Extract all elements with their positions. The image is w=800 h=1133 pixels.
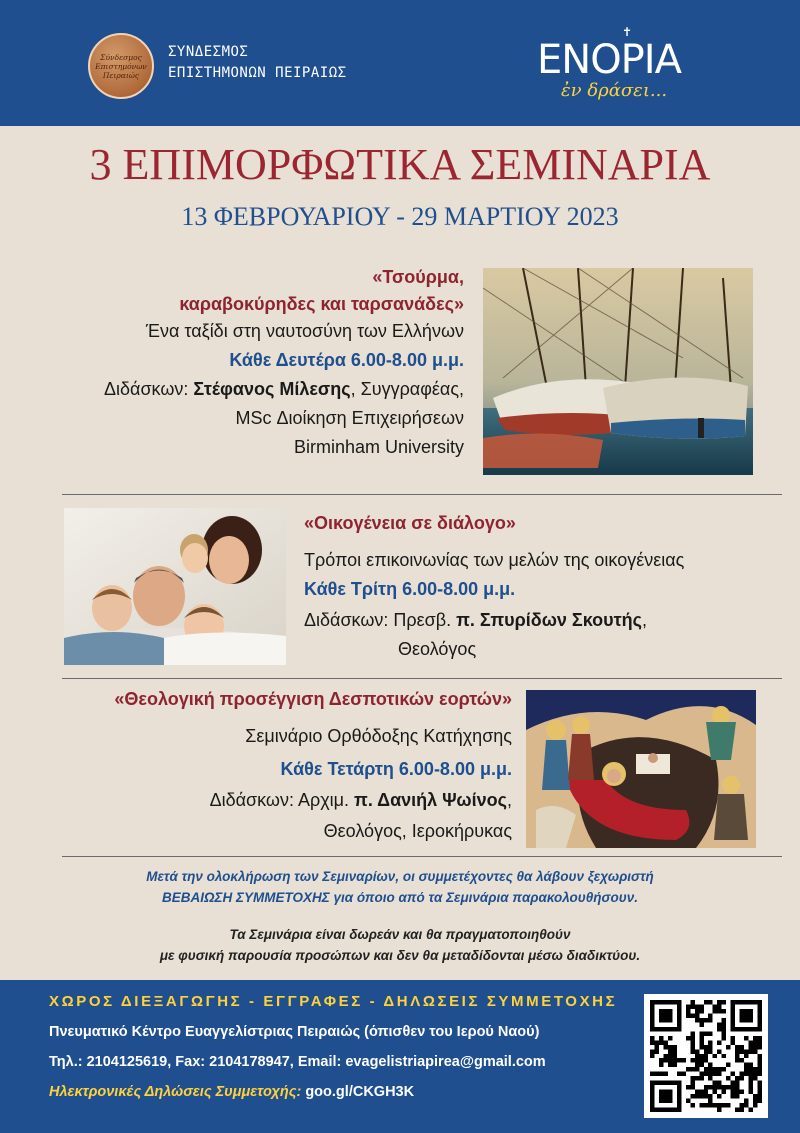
seminar-3-title: «Θεολογική προσέγγιση Δεσποτικών εορτών» xyxy=(114,689,512,709)
cross-icon: ✝ xyxy=(622,25,633,39)
seminar-1-credentials-1: MSc Διοίκηση Επιχειρήσεων xyxy=(235,408,464,428)
seminar-2-title: «Οικογένεια σε διάλογο» xyxy=(304,513,516,533)
org-name-line1: ΣΥΝΔΕΣΜΟΣ xyxy=(168,44,249,60)
seminar-3-teacher xyxy=(60,787,512,814)
seminar-1-teacher-prefix: Διδάσκων: xyxy=(104,379,194,399)
seminar-1-schedule: Κάθε Δευτέρα 6.00-8.00 μ.μ. xyxy=(229,350,464,370)
seminar-1-teacher-name: Στέφανος Μίλεσης xyxy=(193,379,351,399)
seminar-1-title-line2: καραβοκύρηδες και ταρσανάδες» xyxy=(179,294,464,314)
seminar-2-description: Τρόποι επικοινωνίας των μελών της οικογένειας xyxy=(304,550,685,570)
seminar-3-credentials: Θεολόγος, Ιεροκήρυκας xyxy=(323,821,512,841)
enoria-logo xyxy=(533,26,683,106)
seminar-1-teacher-suffix: , Συγγραφέας, xyxy=(350,379,464,399)
section-divider-2 xyxy=(62,678,782,679)
seminar-2-teacher-prefix: Διδάσκων: Πρεσβ. xyxy=(304,610,457,630)
poster-title: 3 ΕΠΙΜΟΡΦΩΤΙΚΑ ΣΕΜΙΝΑΡΙΑ xyxy=(89,140,711,189)
seminar-3-teacher-suffix: , xyxy=(506,790,512,810)
association-seal-logo xyxy=(88,33,154,99)
venue-address: Πνευματικό Κέντρο Ευαγγελίστριας Πειραιώς (όπισθεν του Ιερού Ναού) xyxy=(49,1024,540,1040)
seminar-1-description: Ένα ταξίδι στη ναυτοσύνη των Ελλήνων xyxy=(145,321,464,341)
section-divider-1 xyxy=(62,494,782,495)
section-divider-3 xyxy=(62,856,782,857)
venue-contact: Τηλ.: 2104125619, Fax: 2104178947, Email: evagelistriapirea@gmail.com xyxy=(49,1054,546,1070)
seminar-2 xyxy=(304,510,764,663)
seminar-1-credentials-2: Birminham University xyxy=(293,437,464,457)
seminar-1-teacher xyxy=(60,376,464,403)
seminar-2-teacher-name: π. Σπυρίδων Σκουτής xyxy=(456,610,643,630)
seminar-3-schedule: Κάθε Τετάρτη 6.00-8.00 μ.μ. xyxy=(280,759,512,779)
seminar-3-teacher-prefix: Διδάσκων: Αρχιμ. xyxy=(209,790,355,810)
poster-dates: 13 ΦΕΒΡΟΥΑΡΙΟΥ - 29 ΜΑΡΤΙΟΥ 2023 xyxy=(181,202,619,231)
family-photo-image xyxy=(64,508,286,665)
seminar-1 xyxy=(60,264,464,461)
organization-name xyxy=(168,42,347,84)
seminar-3-teacher-name: π. Δανιήλ Ψωίνος xyxy=(354,790,507,810)
seminar-2-teacher xyxy=(304,607,764,634)
seminar-1-title-line1: «Τσούρμα, xyxy=(372,267,464,287)
seminar-3-description: Σεμινάριο Ορθόδοξης Κατήχησης xyxy=(245,726,512,746)
online-registration xyxy=(49,1082,414,1102)
boats-painting-image xyxy=(483,268,753,475)
free-notice-line1: Τα Σεμινάρια είναι δωρεάν και θα πραγματοποιηθούν xyxy=(229,927,571,942)
seminar-2-schedule: Κάθε Τρίτη 6.00-8.00 μ.μ. xyxy=(304,579,516,599)
brand-name: ΕΝΟΡΙΑ xyxy=(537,37,681,83)
seminar-2-credentials: Θεολόγος xyxy=(398,639,477,659)
qr-code[interactable] xyxy=(644,994,768,1118)
seminar-3 xyxy=(60,686,512,845)
free-notice-line2: με φυσική παρουσία προσώπων και δεν θα μεταδίδονται μέσω διαδικτύου. xyxy=(159,948,641,963)
online-registration-link[interactable]: goo.gl/CKGH3K xyxy=(305,1084,415,1100)
certificate-notice-line1: Μετά την ολοκλήρωση των Σεμιναρίων, οι συμμετέχοντες θα λάβουν ξεχωριστή xyxy=(146,869,654,884)
online-registration-label: Ηλεκτρονικές Δηλώσεις Συμμετοχής: xyxy=(49,1084,302,1100)
certificate-notice-line2: ΒΕΒΑΙΩΣΗ ΣΥΜΜΕΤΟΧΗΣ για όποιο από τα Σεμινάρια παρακολουθήσουν. xyxy=(162,890,638,905)
seminar-2-teacher-suffix: , xyxy=(642,610,648,630)
nativity-icon-image xyxy=(526,690,756,848)
org-name-line2: ΕΠΙΣΤΗΜΟΝΩΝ ΠΕΙΡΑΙΩΣ xyxy=(168,65,347,81)
venue-heading: ΧΩΡΟΣ ΔΙΕΞΑΓΩΓΗΣ - ΕΓΓΡΑΦΕΣ - ΔΗΛΩΣΕΙΣ ΣΥΜΜΕΤΟΧΗΣ xyxy=(49,993,618,1010)
brand-tagline: ἐν δράσει... xyxy=(561,80,668,101)
seal-text: Σύνδεσμος Επιστημόνων Πειραιώς xyxy=(95,52,147,80)
